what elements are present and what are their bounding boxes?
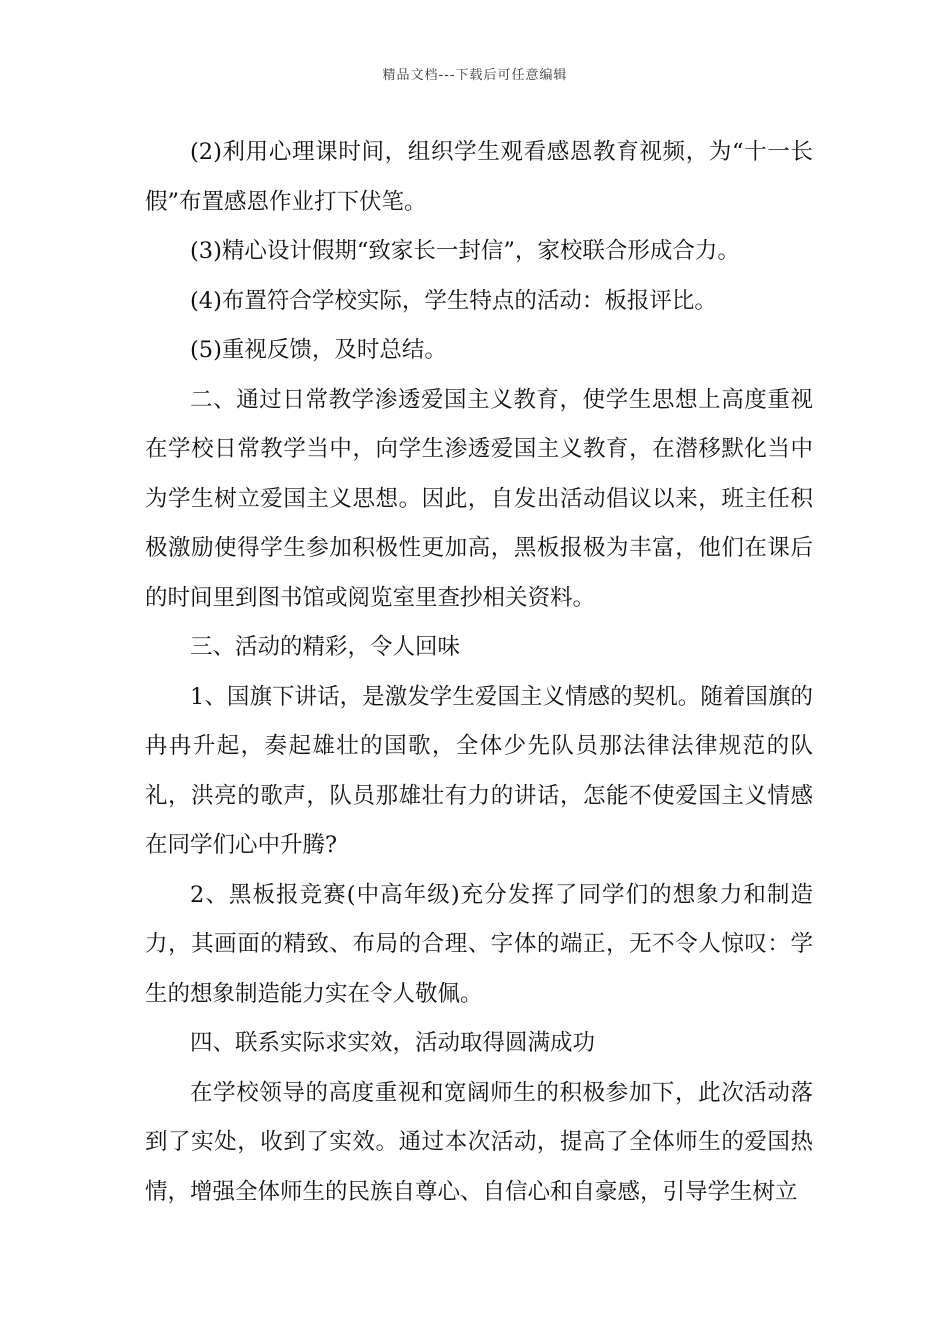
page-header: 精品文档---下载后可任意编辑 [382, 68, 568, 83]
section-three-item-1: 1、国旗下讲话，是激发学生爱国主义情感的契机。随着国旗的冉冉升起，奏起雄壮的国歌，全体少先队员那法律法律规范的队礼，洪亮的歌声，队员那雄壮有力的讲话，怎能不使爱国主义情感在同学们心中升腾? [145, 683, 813, 858]
section-four-heading: 四、联系实际求实效，活动取得圆满成功 [190, 1030, 596, 1056]
paragraph-item-2: (2)利用心理课时间，组织学生观看感恩教育视频，为“十一长假”布置感恩作业打下伏笔。 [145, 139, 813, 215]
paragraph-item-5: (5)重视反馈，及时总结。 [190, 337, 447, 363]
section-three-heading: 三、活动的精彩，令人回味 [190, 634, 461, 660]
paragraph-item-3: (3)精心设计假期“致家长一封信”，家校联合形成合力。 [190, 238, 740, 264]
document-body [145, 128, 813, 1217]
section-four-paragraph: 在学校领导的高度重视和宽阔师生的积极参加下，此次活动落到了实处，收到了实效。通过本次活动，提高了全体师生的爱国热情，增强全体师生的民族自尊心、自信心和自豪感，引导学生树立 [145, 1079, 813, 1205]
section-two-paragraph: 二、通过日常教学渗透爱国主义教育，使学生思想上高度重视在学校日常教学当中，向学生渗透爱国主义教育，在潜移默化当中为学生树立爱国主义思想。因此，自发出活动倡议以来，班主任积极激励使得学生参加积极性更加高，黑板报极为丰富，他们在课后的时间里到图书馆或阅览室里查抄相关资料。 [145, 386, 813, 611]
section-three-item-2: 2、黑板报竞赛(中高年级)充分发挥了同学们的想象力和制造力，其画面的精致、布局的合理、字体的端正，无不令人惊叹：学生的想象制造能力实在令人敬佩。 [145, 881, 813, 1007]
paragraph-item-4: (4)布置符合学校实际，学生特点的活动：板报评比。 [190, 287, 717, 314]
